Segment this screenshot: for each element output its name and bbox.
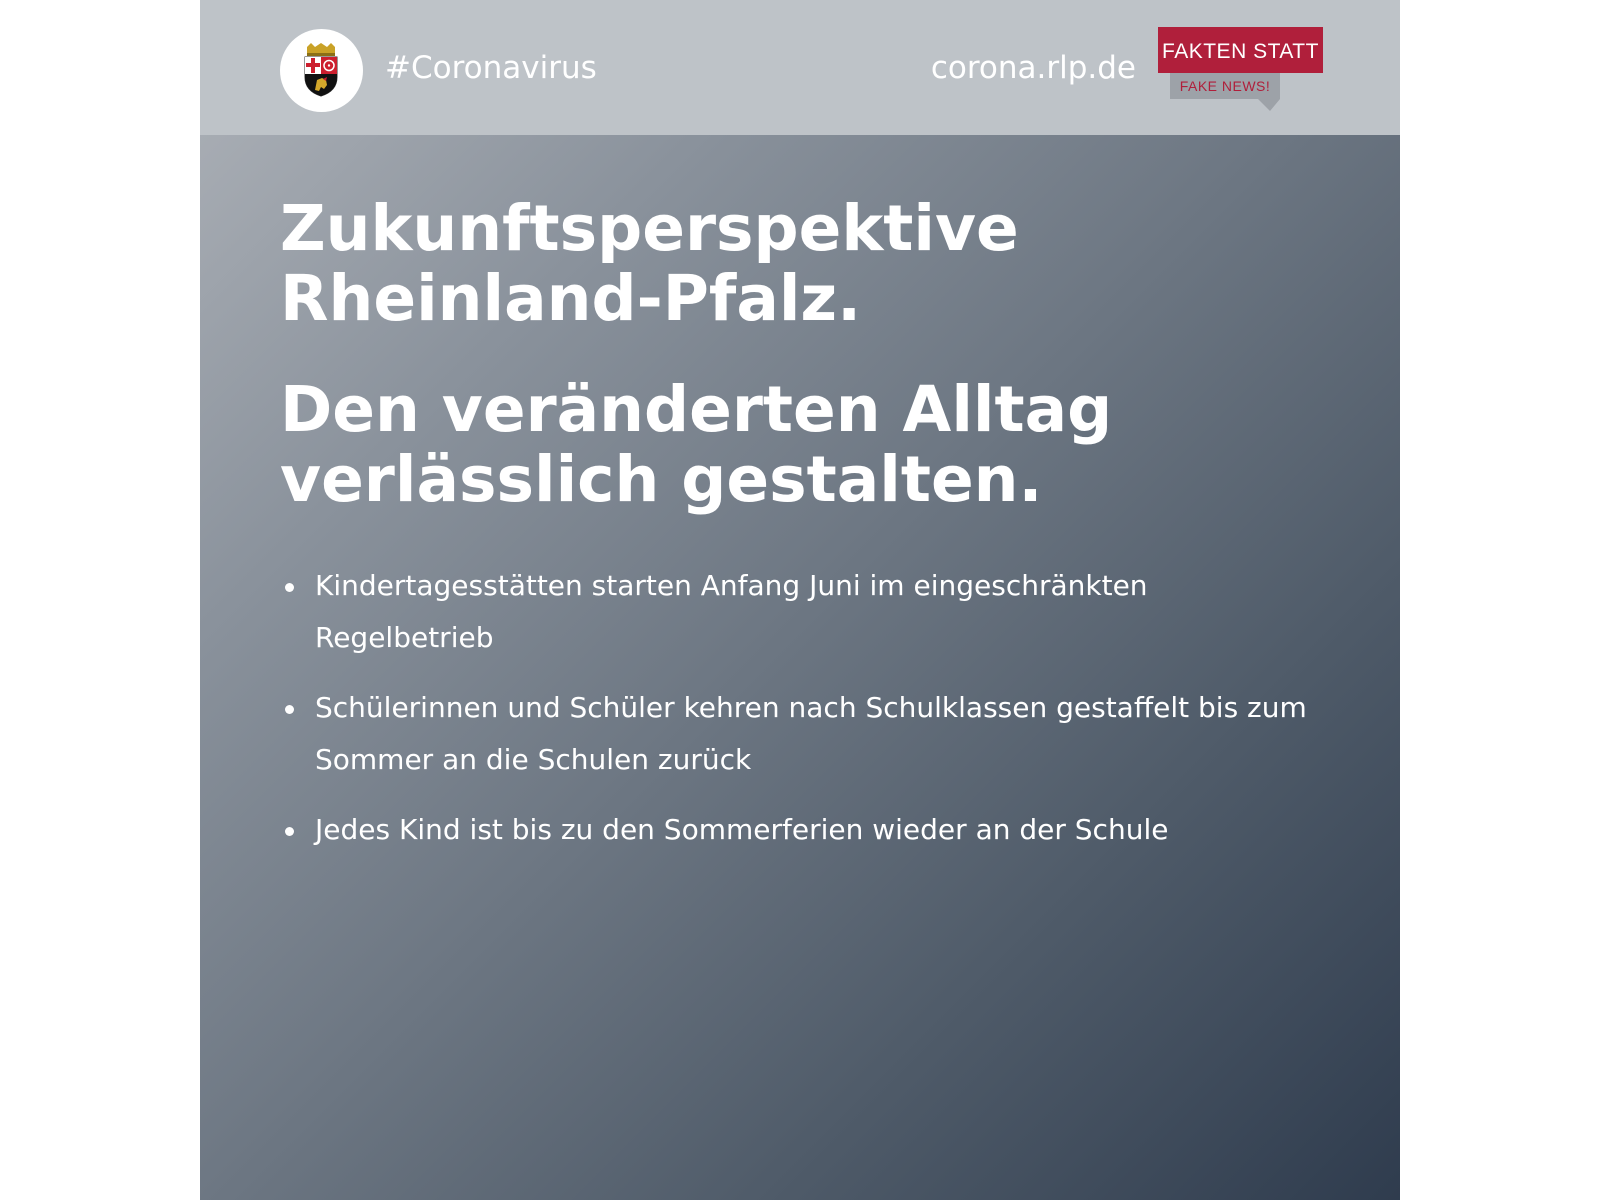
bullet-icon xyxy=(285,705,294,714)
fakten-statt-fake-news-badge xyxy=(1158,27,1323,111)
list-item xyxy=(280,560,1330,664)
poster xyxy=(200,0,1400,1200)
badge-top-text: FAKTEN STATT xyxy=(1158,27,1323,73)
bullet-text: Kindertagesstätten starten Anfang Juni im eingeschränkten Regelbetrieb xyxy=(315,569,1148,654)
main-content xyxy=(200,135,1400,1200)
bullet-icon xyxy=(285,583,294,592)
website-link[interactable]: corona.rlp.de xyxy=(930,50,1136,86)
headline-2-line-1: Den veränderten Alltag xyxy=(280,373,1113,446)
coat-of-arms-logo xyxy=(280,29,363,112)
badge-bottom-text: FAKE NEWS! xyxy=(1170,73,1280,99)
hashtag-label: #Coronavirus xyxy=(385,50,597,86)
headline-alltag xyxy=(280,375,1320,515)
coat-of-arms-icon xyxy=(299,43,343,97)
headline-zukunftsperspektive xyxy=(280,194,1320,334)
bullet-icon xyxy=(285,827,294,836)
headline-1-line-1: Zukunftsperspektive xyxy=(280,192,1019,265)
header-bar xyxy=(200,0,1400,135)
headline-2-line-2: verlässlich gestalten. xyxy=(280,443,1043,516)
bullet-list xyxy=(280,560,1330,874)
bullet-text: Schülerinnen und Schüler kehren nach Schulklassen gestaffelt bis zum Sommer an die Schulen zurück xyxy=(315,691,1307,776)
bullet-text: Jedes Kind ist bis zu den Sommerferien wieder an der Schule xyxy=(315,813,1169,846)
list-item xyxy=(280,682,1330,786)
speech-bubble-tail-icon xyxy=(1258,99,1280,111)
headline-1-line-2: Rheinland-Pfalz. xyxy=(280,262,862,335)
list-item xyxy=(280,804,1330,856)
